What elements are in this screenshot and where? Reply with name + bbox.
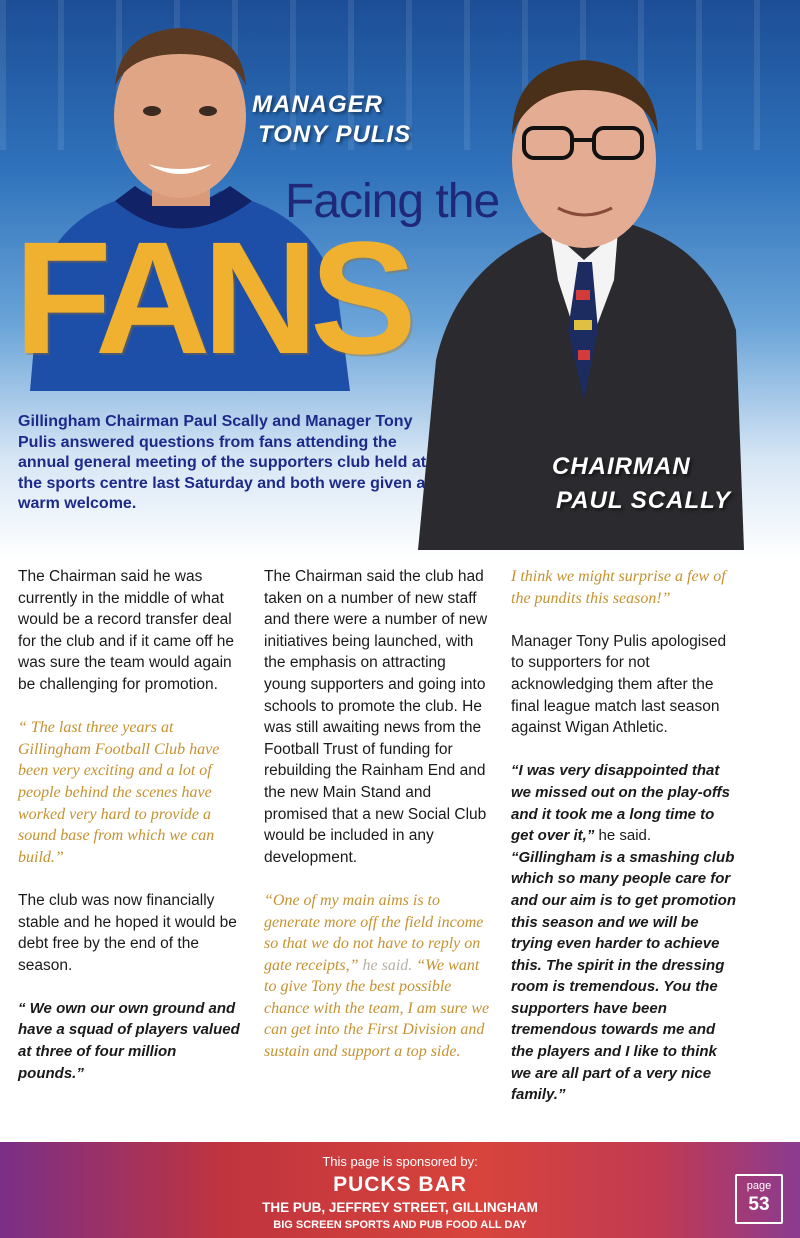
quote-text: “Gillingham is a smashing club which so many people care for and our aim is to get promotion this season and we will be trying even harder to achieve this. The spirit in the dressing room is tremendous. You the supporters have been tremendous towards me and the players and I like to think we are all part of a very nice family.” [511,848,736,1104]
quote: “ We own our own ground and have a squad of players valued at three of four million pounds.” [18,999,240,1082]
chairman-caption-role: CHAIRMAN [552,453,691,480]
manager-caption [252,90,411,150]
chairman-caption [552,450,731,518]
pull-quote-text: “One of my main aims is to generate more off the field income so that we do not have to reply on gate receipts,” [264,891,484,974]
attribution: he said. [598,827,652,845]
sponsor-address: THE PUB, JEFFREY STREET, GILLINGHAM [262,1200,538,1215]
article-paragraph: Manager Tony Pulis apologised to supporters for not acknowledging them after the final league match last season against Wigan Athletic. [511,632,727,737]
headline-small: Facing the [285,175,500,228]
page-label: page [746,1180,772,1192]
quote-text: “I was very disappointed that we missed out on the play-offs and it took me a long time to get over it,” [511,762,730,845]
article-paragraph: The Chairman said he was currently in the middle of what would be a record transfer deal for the club and if it came off he was sure the team would again be challenging for promotion. [18,568,234,693]
headline-big: FANS [14,208,409,387]
hero-banner [0,0,800,560]
intro-paragraph: Gillingham Chairman Paul Scally and Manager Tony Pulis answered questions from fans attending the annual general meeting of the supporters club held at the sports centre last Saturday and both were given a warm welcome. [18,413,427,512]
article-column-2 [264,566,490,1084]
manager-caption-role: MANAGER [252,91,383,118]
sponsor-name: PUCKS BAR [333,1173,467,1196]
pull-quote [264,890,490,1063]
page-number-badge [735,1174,783,1224]
attribution: he said. [362,956,413,974]
pull-quote: I think we might surprise a few of the pundits this season!” [511,568,726,607]
sponsor-label: This page is sponsored by: [322,1154,478,1169]
chairman-caption-name: PAUL SCALLY [556,487,732,514]
quote [511,760,737,1106]
manager-caption-name: TONY PULIS [258,121,412,148]
article-paragraph: The club was now financially stable and he hoped it would be debt free by the end of the season. [18,891,237,974]
page-number: 53 [748,1194,770,1215]
sponsor-footer [0,1142,800,1238]
article-column-3 [511,566,737,1127]
sponsor-tagline: BIG SCREEN SPORTS AND PUB FOOD ALL DAY [273,1219,527,1231]
article-paragraph: The Chairman said the club had taken on a number of new staff and there were a number of new initiatives being launched, with the emphasis on attracting young supporters and going into schools to promote the club. He was still awaiting news from the Football Trust of funding for rebuilding the Rainham End and the new Main Stand and promised that a new Social Club would be included in any development. [264,568,488,866]
pull-quote-text: “We want to give Tony the best possible chance with the team, I am sure we can get into the First Division and sustain and support a top side. [264,956,490,1061]
pull-quote: “ The last three years at Gillingham Football Club have been very exciting and a lot of people behind the scenes have worked very hard to provide a sound base from which we can build.” [18,719,220,866]
article-column-1 [18,566,244,1106]
